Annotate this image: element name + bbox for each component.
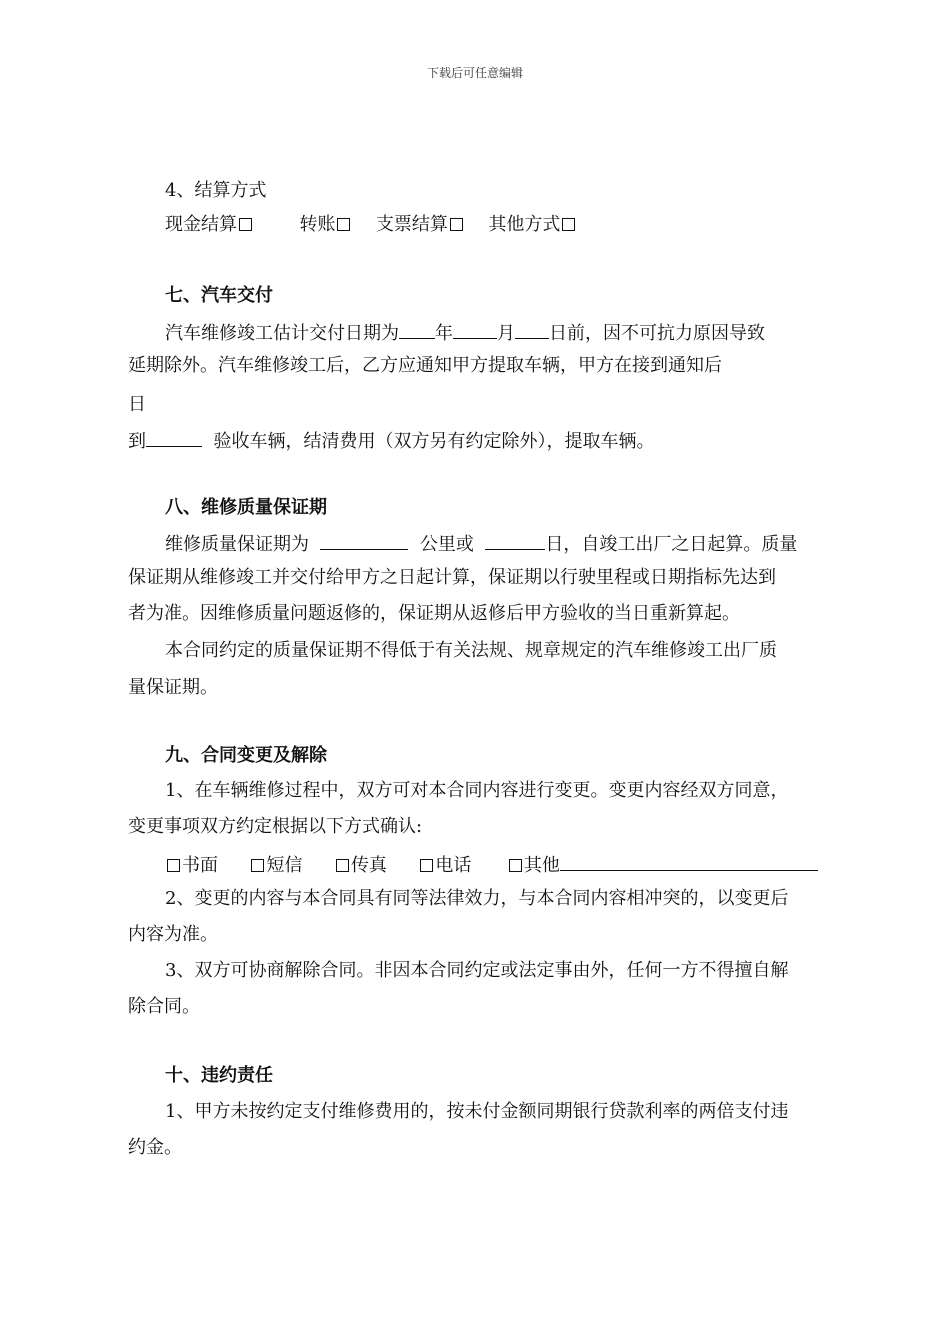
km-blank[interactable] bbox=[320, 531, 408, 550]
section9-p1-line2: 变更事项双方约定根据以下方式确认: bbox=[128, 816, 423, 837]
method-phone-checkbox[interactable] bbox=[420, 859, 433, 872]
month-blank[interactable] bbox=[453, 320, 497, 339]
text: 验收车辆，结清费用（双方另有约定除外），提取车辆。 bbox=[213, 431, 655, 452]
option-transfer-checkbox[interactable] bbox=[337, 218, 350, 231]
section10-title: 十、违约责任 bbox=[165, 1065, 273, 1086]
method-sms-checkbox[interactable] bbox=[251, 859, 264, 872]
text: 汽车维修竣工估计交付日期为 bbox=[165, 323, 399, 344]
method-other-blank[interactable] bbox=[560, 852, 818, 871]
section8-p1-line1 bbox=[165, 531, 797, 556]
text: 公里或 bbox=[419, 534, 474, 555]
option-cheque-checkbox[interactable] bbox=[450, 218, 463, 231]
text: 月 bbox=[497, 323, 515, 344]
section9-p3-line2: 除合同。 bbox=[128, 996, 200, 1017]
method-fax-checkbox[interactable] bbox=[336, 859, 349, 872]
section10-p1-line1: 1、甲方未按约定支付维修费用的，按未付金额同期银行贷款利率的两倍支付违 bbox=[165, 1101, 789, 1122]
section9-p3-line1: 3、双方可协商解除合同。非因本合同约定或法定事由外，任何一方不得擅自解 bbox=[165, 960, 789, 981]
settlement-options bbox=[165, 214, 577, 236]
section7-p1-line2: 延期除外。汽车维修竣工后，乙方应通知甲方提取车辆，甲方在接到通知后 bbox=[128, 355, 722, 376]
method-written-label: 书面 bbox=[182, 855, 218, 876]
settlement-heading: 4、结算方式 bbox=[165, 180, 267, 201]
page-header: 下载后可任意编辑 bbox=[426, 66, 523, 80]
text: 日，自竣工出厂之日起算。质量 bbox=[545, 534, 798, 555]
text: 年 bbox=[435, 323, 453, 344]
section8-p2-line1: 本合同约定的质量保证期不得低于有关法规、规章规定的汽车维修竣工出厂质 bbox=[165, 640, 777, 661]
text: 日前，因不可抗力原因导致 bbox=[549, 323, 765, 344]
section7-p1-line3: 日 bbox=[128, 394, 146, 415]
year-blank[interactable] bbox=[399, 320, 435, 339]
section9-title: 九、合同变更及解除 bbox=[165, 745, 327, 766]
method-other-checkbox[interactable] bbox=[509, 859, 522, 872]
text: 到 bbox=[128, 431, 146, 452]
method-phone-label: 电话 bbox=[435, 855, 472, 876]
section9-p2-line1: 2、变更的内容与本合同具有同等法律效力，与本合同内容相冲突的，以变更后 bbox=[165, 888, 789, 909]
option-other-label: 其他方式 bbox=[488, 214, 561, 235]
section7-title: 七、汽车交付 bbox=[165, 285, 273, 306]
section8-p1-line3: 者为准。因维修质量问题返修的，保证期从返修后甲方验收的当日重新算起。 bbox=[128, 603, 740, 624]
section9-p2-line2: 内容为准。 bbox=[128, 924, 218, 945]
section8-title: 八、维修质量保证期 bbox=[165, 497, 327, 518]
section7-p1-line1 bbox=[165, 320, 765, 345]
section9-p1-line1: 1、在车辆维修过程中，双方可对本合同内容进行变更。变更内容经双方同意， bbox=[165, 780, 789, 801]
method-sms-label: 短信 bbox=[266, 855, 303, 876]
warranty-days-blank[interactable] bbox=[485, 531, 545, 550]
section8-p1-line2: 保证期从维修竣工并交付给甲方之日起计算，保证期以行驶里程或日期指标先达到 bbox=[128, 567, 776, 588]
method-fax-label: 传真 bbox=[350, 855, 387, 876]
days-blank[interactable] bbox=[146, 428, 202, 447]
method-written-checkbox[interactable] bbox=[167, 859, 180, 872]
option-cash-label: 现金结算 bbox=[165, 214, 237, 235]
confirm-methods bbox=[165, 852, 818, 877]
option-transfer-label: 转账 bbox=[299, 214, 336, 235]
method-other-label: 其他 bbox=[523, 855, 560, 876]
option-cash-checkbox[interactable] bbox=[239, 218, 252, 231]
day-blank[interactable] bbox=[515, 320, 549, 339]
option-cheque-label: 支票结算 bbox=[375, 214, 448, 235]
section10-p1-line2: 约金。 bbox=[128, 1137, 182, 1158]
section8-p2-line2: 量保证期。 bbox=[128, 677, 218, 698]
section7-p1-line4 bbox=[128, 428, 654, 453]
option-other-checkbox[interactable] bbox=[562, 218, 575, 231]
text: 维修质量保证期为 bbox=[165, 534, 309, 555]
